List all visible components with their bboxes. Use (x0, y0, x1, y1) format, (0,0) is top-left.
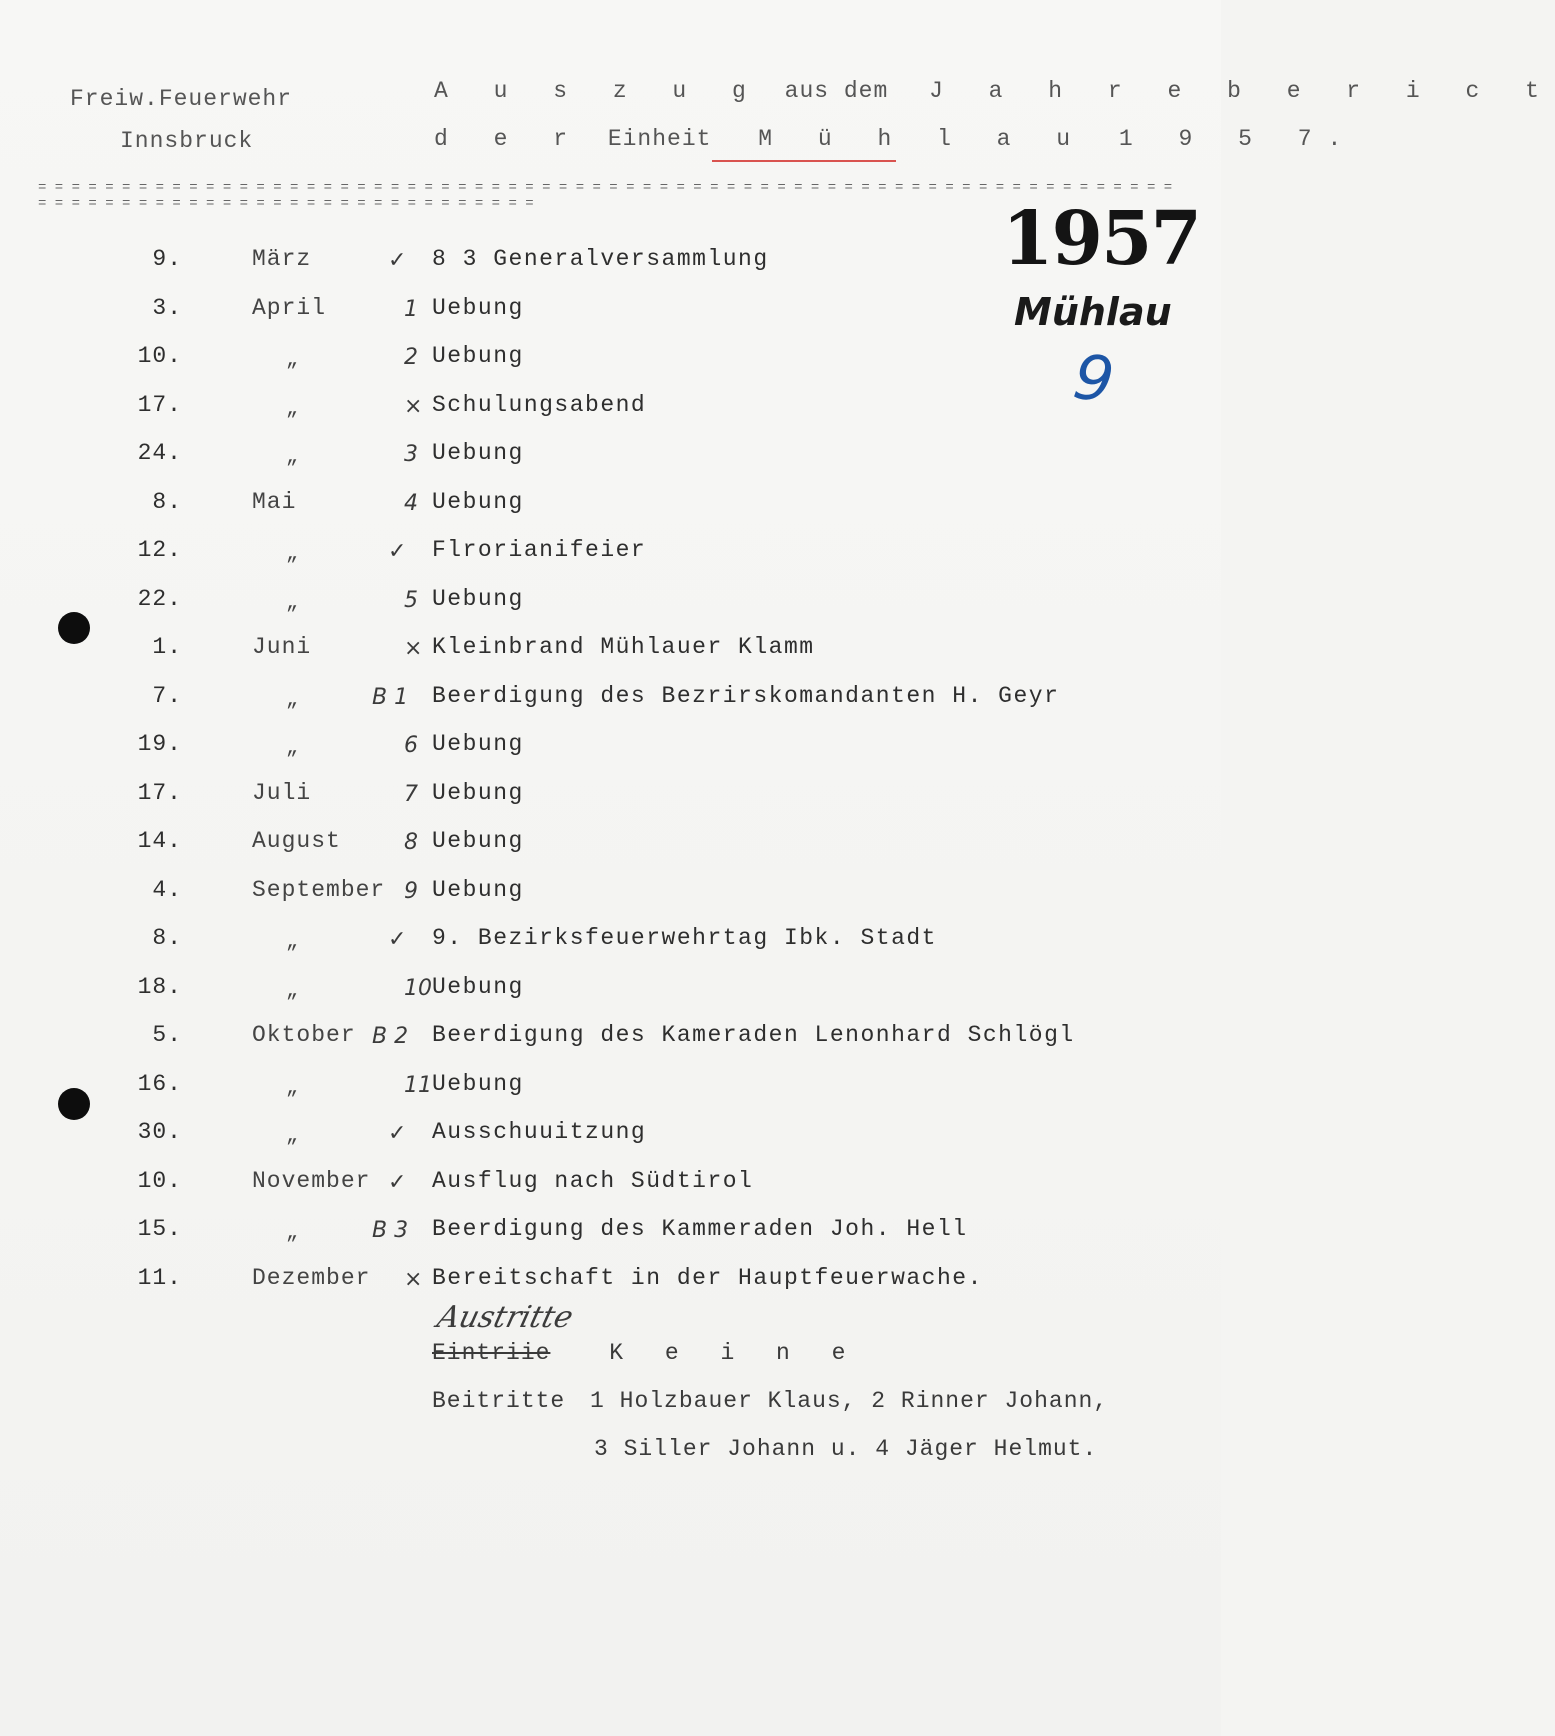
entry-day: 5. (152, 1022, 182, 1048)
entry-tally-mark: 4 (404, 491, 418, 516)
entry-month: September (252, 877, 386, 903)
entry-day: 16. (137, 1071, 182, 1097)
entry-month: August (252, 828, 341, 854)
struck-eintritte-label: Eintriie (432, 1340, 551, 1366)
entry-event: Ausschuuitzung (432, 1119, 647, 1145)
entry-tally-mark: 5 (404, 588, 418, 613)
title-word-jahrebericht: J a h r e b e r i c t (929, 78, 1555, 104)
entry-row (0, 537, 1221, 577)
entry-day: 14. (137, 828, 182, 854)
entry-tally-mark: 9 (404, 879, 418, 904)
entry-month: „ (286, 1222, 300, 1245)
entry-event: Flrorianifeier (432, 537, 647, 563)
entry-month: Dezember (252, 1265, 371, 1291)
entry-event: Ausflug nach Südtirol (432, 1168, 754, 1194)
entry-day: 10. (137, 343, 182, 369)
entry-month: „ (286, 737, 300, 760)
entry-event: 8 3 Generalversammlung (432, 246, 769, 272)
entry-month: „ (286, 446, 300, 469)
organization-name: Freiw.Feuerwehr (70, 86, 293, 112)
footer-line-eintritte (432, 1340, 859, 1366)
entry-tally-mark: ✓ (388, 1170, 407, 1195)
none-text: K e i n e (609, 1340, 860, 1366)
entry-tally-mark: 7 (404, 782, 418, 807)
entry-day: 17. (137, 392, 182, 418)
entry-row (0, 295, 1221, 335)
entry-event: Uebung (432, 343, 524, 369)
entry-day: 9. (152, 246, 182, 272)
entry-row (0, 586, 1221, 626)
entry-day: 8. (152, 925, 182, 951)
entry-day: 30. (137, 1119, 182, 1145)
entry-tally-mark: ✓ (388, 927, 407, 952)
header-divider: = = = = = = = = = = = = = = = = = = = = = = = = = = = = = = = = = = = = = = = = = = = = = = = = = = = = = = = = = = = = = = = = = = = = = = = = = = = = = = = = = = = = = = = = = = = = = = = = = = (38, 180, 1173, 212)
title-word-year: 1 9 5 7. (1118, 126, 1358, 152)
entry-month: „ (286, 1125, 300, 1148)
entry-event: Uebung (432, 828, 524, 854)
entry-day: 22. (137, 586, 182, 612)
entry-tally-mark: × (404, 394, 423, 419)
entry-event: Uebung (432, 731, 524, 757)
pencil-page-number: 9 (1069, 339, 1119, 418)
title-word-auszug: A u s z u g (434, 78, 762, 104)
entry-day: 1. (152, 634, 182, 660)
entry-day: 4. (152, 877, 182, 903)
entry-tally-mark: 3 (404, 442, 418, 467)
entry-tally-mark: × (404, 636, 423, 661)
beitritte-label: Beitritte (432, 1388, 566, 1414)
entry-row (0, 828, 1221, 868)
entry-day: 15. (137, 1216, 182, 1242)
title-word-der: d e r (434, 126, 584, 152)
entry-row (0, 246, 1221, 286)
entry-tally-mark: B 2 (372, 1024, 409, 1049)
title-word-aus-dem: aus dem (784, 78, 889, 104)
entry-month: „ (286, 980, 300, 1003)
entry-month: „ (286, 349, 300, 372)
entry-row (0, 683, 1221, 723)
entry-tally-mark: ✓ (388, 539, 407, 564)
entry-day: 11. (137, 1265, 182, 1291)
entry-event: Uebung (432, 1071, 524, 1097)
entry-event: Uebung (432, 780, 524, 806)
entry-tally-mark: 8 (404, 830, 418, 855)
entry-event: 9. Bezirksfeuerwehrtag Ibk. Stadt (432, 925, 937, 951)
entry-event: Uebung (432, 440, 524, 466)
entry-month: Oktober (252, 1022, 356, 1048)
entry-month: März (252, 246, 312, 272)
entry-day: 24. (137, 440, 182, 466)
entry-event: Schulungsabend (432, 392, 647, 418)
entry-tally-mark: ✓ (388, 248, 407, 273)
entry-row (0, 440, 1221, 480)
entry-month: Mai (252, 489, 297, 515)
entry-event: Uebung (432, 586, 524, 612)
entry-tally-mark: 6 (404, 733, 418, 758)
title-word-einheit: Einheit (607, 126, 712, 152)
entry-row (0, 1119, 1221, 1159)
entry-row (0, 1265, 1221, 1305)
entry-tally-mark: B 3 (372, 1218, 409, 1243)
entry-day: 19. (137, 731, 182, 757)
entry-row (0, 1071, 1221, 1111)
entry-day: 17. (137, 780, 182, 806)
red-underline (712, 160, 896, 162)
entry-row (0, 1216, 1221, 1256)
entry-tally-mark: × (404, 1267, 423, 1292)
members-line-2: 3 Siller Johann u. 4 Jäger Helmut. (594, 1436, 1098, 1462)
entry-month: „ (286, 689, 300, 712)
entry-tally-mark: 10 (404, 976, 432, 1001)
members-line-1: 1 Holzbauer Klaus, 2 Rinner Johann, (590, 1388, 1109, 1414)
entry-row (0, 925, 1221, 965)
entry-event: Bereitschaft in der Hauptfeuerwache. (432, 1265, 983, 1291)
footer-line-beitritte (432, 1388, 1108, 1414)
entry-tally-mark: B 1 (372, 685, 409, 710)
entry-day: 10. (137, 1168, 182, 1194)
entry-tally-mark: 2 (404, 345, 418, 370)
entry-row (0, 731, 1221, 771)
entry-month: Juli (252, 780, 312, 806)
entry-event: Uebung (432, 877, 524, 903)
title-line-2 (434, 126, 1357, 152)
entry-month: „ (286, 543, 300, 566)
entry-month: November (252, 1168, 371, 1194)
entry-tally-mark: 11 (404, 1073, 432, 1098)
entry-day: 8. (152, 489, 182, 515)
entry-row (0, 877, 1221, 917)
handwritten-austritte: Austritte (433, 1300, 577, 1335)
entry-month: Juni (252, 634, 312, 660)
title-word-muehlau: M ü h l a u (758, 126, 1087, 152)
entry-tally-mark: 1 (404, 297, 418, 322)
entry-month: „ (286, 398, 300, 421)
entry-month: „ (286, 1077, 300, 1100)
organization-city: Innsbruck (120, 128, 254, 154)
entry-row (0, 1022, 1221, 1062)
stamp-year: 1957 (1002, 196, 1200, 282)
entry-row (0, 489, 1221, 529)
title-line-1 (434, 78, 1555, 104)
entry-day: 7. (152, 683, 182, 709)
entry-row (0, 343, 1221, 383)
entry-day: 18. (137, 974, 182, 1000)
entry-event: Beerdigung des Bezrirskomandanten H. Geyr (432, 683, 1060, 709)
stamp-place: Mühlau (1014, 290, 1172, 334)
entry-day: 3. (152, 295, 182, 321)
entry-event: Beerdigung des Kameraden Lenonhard Schlögl (432, 1022, 1075, 1048)
entry-month: „ (286, 592, 300, 615)
entry-event: Uebung (432, 295, 524, 321)
entry-month: „ (286, 931, 300, 954)
entry-row (0, 974, 1221, 1014)
entry-event: Beerdigung des Kammeraden Joh. Hell (432, 1216, 968, 1242)
entry-month: April (252, 295, 327, 321)
entry-day: 12. (137, 537, 182, 563)
entry-event: Uebung (432, 489, 524, 515)
entry-row (0, 634, 1221, 674)
entry-event: Kleinbrand Mühlauer Klamm (432, 634, 815, 660)
entry-event: Uebung (432, 974, 524, 1000)
entry-tally-mark: ✓ (388, 1121, 407, 1146)
entry-row (0, 1168, 1221, 1208)
entry-row (0, 392, 1221, 432)
entry-row (0, 780, 1221, 820)
